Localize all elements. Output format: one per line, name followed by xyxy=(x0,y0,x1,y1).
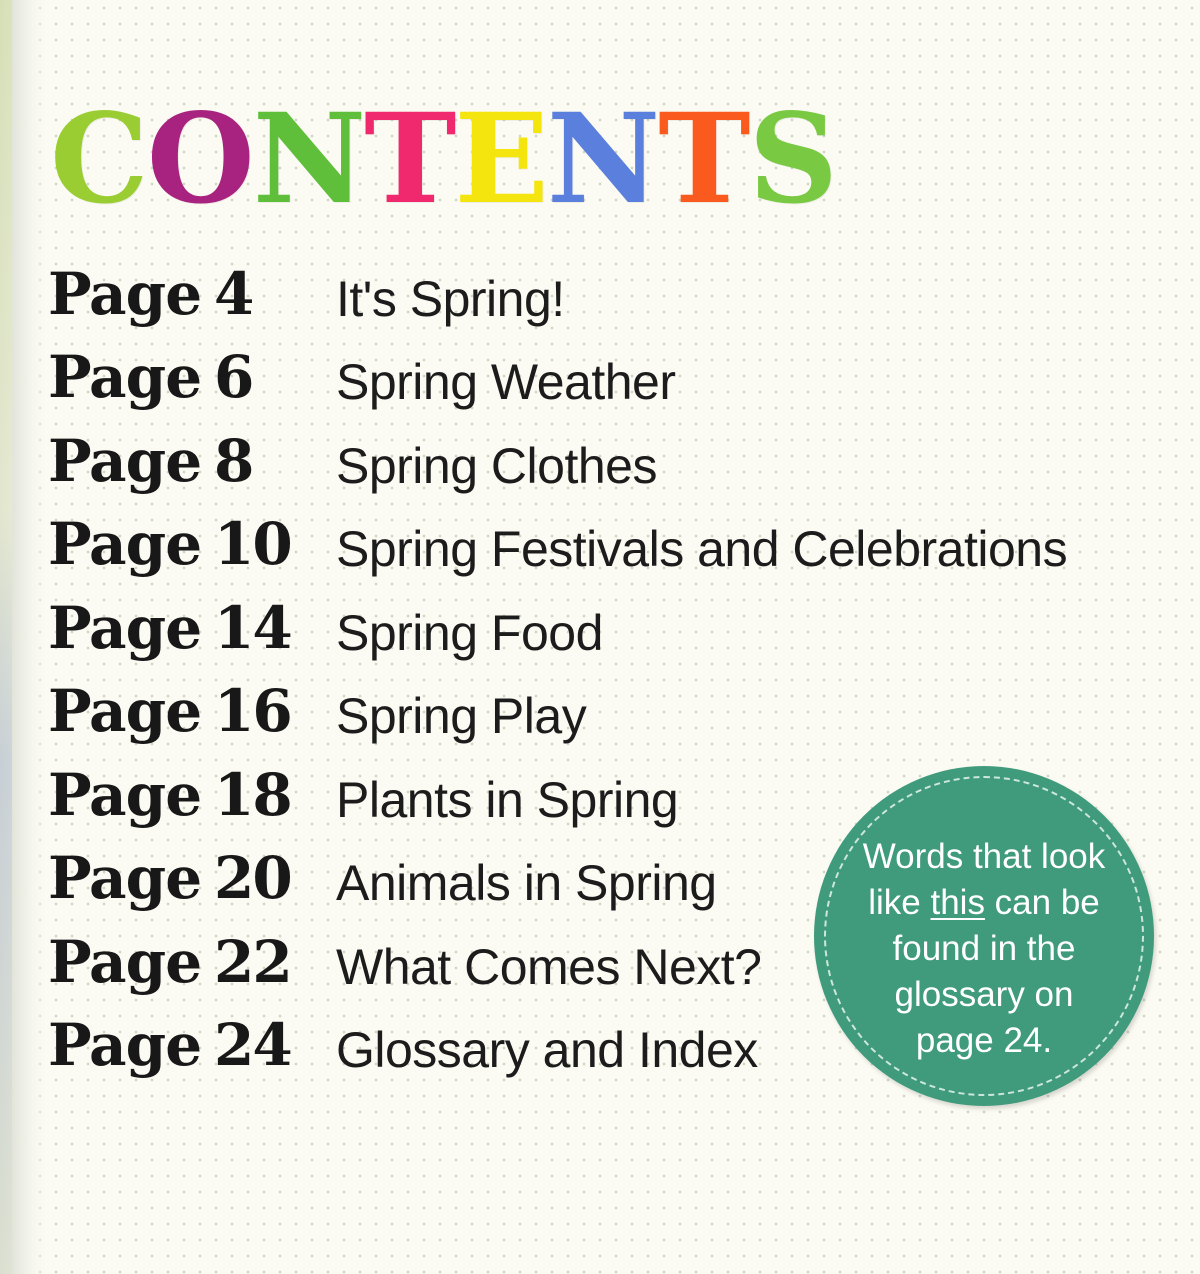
note-line: page 24. xyxy=(915,1021,1053,1060)
chapter-title: Animals in Spring xyxy=(336,855,717,912)
page-label: Page xyxy=(48,510,202,579)
title-letter: T xyxy=(364,87,455,232)
chapter-title: Spring Food xyxy=(336,604,603,661)
chapter-title: What Comes Next? xyxy=(336,938,762,995)
page-number: 22 xyxy=(214,927,291,996)
page-label: Page xyxy=(48,1011,202,1080)
title-letter: N xyxy=(252,87,365,232)
page-number: 16 xyxy=(214,677,291,746)
chapter-title: Spring Festivals and Celebrations xyxy=(336,521,1068,578)
page-number: 6 xyxy=(214,343,253,412)
note-line: Words that look xyxy=(862,837,1106,876)
page-label: Page xyxy=(48,677,202,746)
title-letter: S xyxy=(748,87,837,232)
page-number: 18 xyxy=(214,760,291,829)
chapter-title: Glossary and Index xyxy=(336,1022,758,1079)
title-letter: O xyxy=(146,87,253,232)
page-label: Page xyxy=(48,927,202,996)
note-fragment: like xyxy=(868,883,931,922)
note-line xyxy=(844,880,1124,926)
toc-entry[interactable] xyxy=(48,252,1188,336)
toc-entry[interactable] xyxy=(48,586,1188,670)
contents-title xyxy=(50,87,837,232)
page-label: Page xyxy=(48,760,202,829)
page-label: Page xyxy=(48,343,202,412)
toc-entry[interactable] xyxy=(48,670,1188,754)
title-letter: T xyxy=(658,87,749,232)
chapter-title: Plants in Spring xyxy=(336,771,679,828)
page-number: 10 xyxy=(214,510,291,579)
chapter-title: Spring Weather xyxy=(336,354,676,411)
chapter-title: Spring Play xyxy=(336,688,587,745)
page-number: 4 xyxy=(214,259,253,328)
page-number: 24 xyxy=(214,1011,291,1080)
page-label: Page xyxy=(48,844,202,913)
glossary-note-badge xyxy=(814,766,1154,1106)
toc-entry[interactable] xyxy=(48,419,1188,503)
title-letter: N xyxy=(546,87,659,232)
note-fragment: can be xyxy=(984,883,1100,922)
book-spine-edge xyxy=(0,0,12,1274)
chapter-title: It's Spring! xyxy=(336,270,565,327)
page-label: Page xyxy=(48,259,202,328)
title-letter: E xyxy=(454,87,547,232)
page-label: Page xyxy=(48,426,202,495)
page-label: Page xyxy=(48,593,202,662)
note-line: glossary on xyxy=(894,975,1074,1014)
toc-entry[interactable] xyxy=(48,503,1188,587)
toc-entry[interactable] xyxy=(48,336,1188,420)
glossary-note-text xyxy=(844,834,1124,1064)
note-line: found in the xyxy=(892,929,1076,968)
page-number: 8 xyxy=(214,426,253,495)
title-letter: C xyxy=(50,87,147,232)
chapter-title: Spring Clothes xyxy=(336,437,657,494)
page-number: 20 xyxy=(214,844,291,913)
page-number: 14 xyxy=(214,593,291,662)
glossary-example-word: this xyxy=(930,883,985,922)
